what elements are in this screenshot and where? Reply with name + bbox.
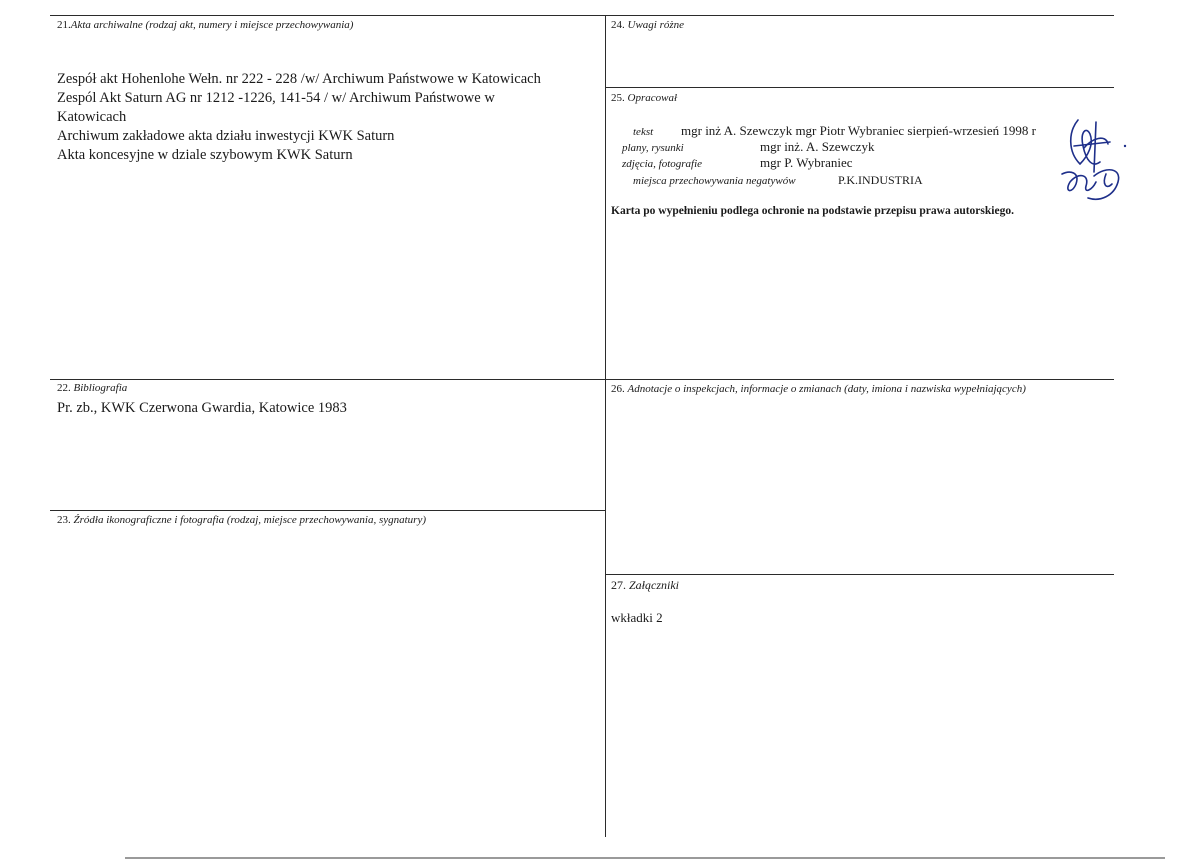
archival-line-2: Zespól Akt Saturn AG nr 1212 -1226, 141-54 / w/ Archiwum Państwowe w xyxy=(57,90,495,106)
section-23-label: 23. Źródła ikonograficzne i fotografia (rodzaj, miejsce przechowywania, sygnatury) xyxy=(57,514,426,526)
copyright-note: Karta po wypełnieniu podlega ochronie na podstawie przepisu prawa autorskiego. xyxy=(611,205,1014,217)
scan-edge-line xyxy=(125,857,1165,859)
section-27-label: 27. Załączniki xyxy=(611,578,679,592)
bibliography-value: Pr. zb., KWK Czerwona Gwardia, Katowice 1983 xyxy=(57,400,347,416)
top-border-line xyxy=(50,15,1114,16)
archival-line-3: Katowicach xyxy=(57,109,127,125)
row-label-negatywy: miejsca przechowywania negatywów xyxy=(633,175,796,187)
archival-line-5: Akta koncesyjne w dziale szybowym KWK Saturn xyxy=(57,147,353,163)
row-label-zdjecia: zdjęcia, fotografie xyxy=(622,158,703,170)
archival-line-1: Zespół akt Hohenlohe Wełn. nr 222 - 228 /w/ Archiwum Państwowe w Katowicach xyxy=(57,71,541,87)
divider-27-line xyxy=(606,574,1114,575)
signature-drawing xyxy=(1050,112,1130,208)
divider-23-line xyxy=(50,510,606,511)
row-value-plany: mgr inż. A. Szewczyk xyxy=(760,139,875,154)
section-21-content xyxy=(57,70,541,165)
divider-25-line xyxy=(606,87,1114,88)
section-24-label: 24. Uwagi różne xyxy=(611,19,685,31)
row-label-tekst: tekst xyxy=(633,126,654,138)
attachments-value: wkładki 2 xyxy=(611,610,663,625)
section-21-label: 21.Akta archiwalne (rodzaj akt, numery i miejsce przechowywania) xyxy=(57,19,354,31)
section-25-label: 25. Opracował xyxy=(611,92,677,104)
row-value-negatywy: P.K.INDUSTRIA xyxy=(838,173,923,187)
section-26-label: 26. Adnotacje o inspekcjach, informacje o zmianach (daty, imiona i nazwiska wypełniających) xyxy=(611,383,1026,395)
section-22-label: 22. Bibliografia xyxy=(57,382,128,394)
column-divider-line xyxy=(605,15,606,837)
divider-22-line xyxy=(50,379,1114,380)
row-value-tekst: mgr inż A. Szewczyk mgr Piotr Wybraniec sierpień-wrzesień 1998 r xyxy=(681,123,1036,138)
row-label-plany: plany, rysunki xyxy=(622,142,684,154)
row-value-zdjecia: mgr P. Wybraniec xyxy=(760,155,853,170)
archival-line-4: Archiwum zakładowe akta działu inwestycji KWK Saturn xyxy=(57,128,395,144)
